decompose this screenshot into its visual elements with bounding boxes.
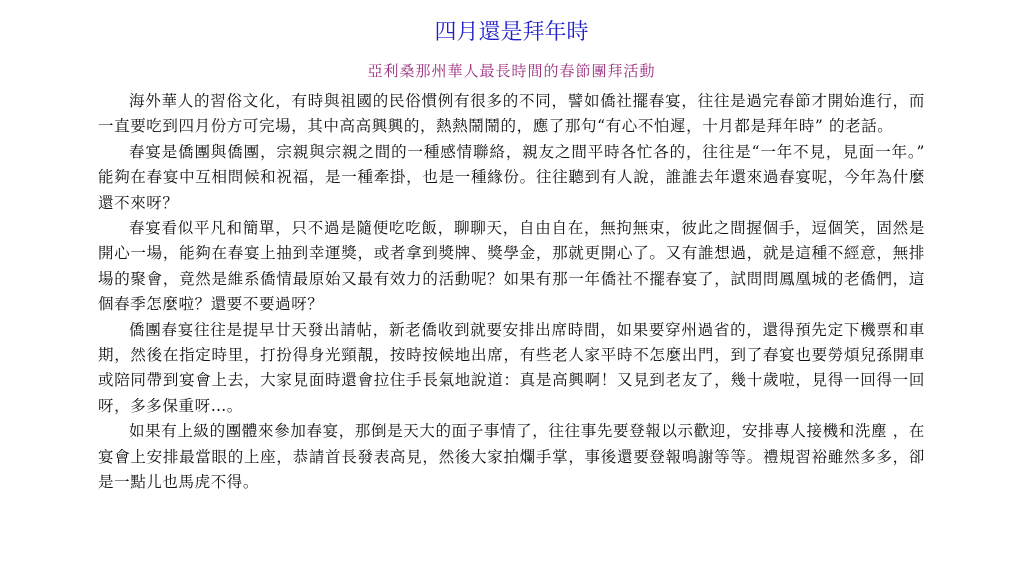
paragraph-1: 海外華人的習俗文化，有時與祖國的民俗慣例有很多的不同，譬如僑社擺春宴，往往是過完春節才開始進行，而一直要吃到四月份方可完場，其中高高興興的，熱熱鬧鬧的，應了那句“有心不怕遲，十月都是拜年時” 的老話。: [98, 92, 925, 136]
article-title: 四月還是拜年時: [434, 20, 589, 45]
paragraph-2: 春宴是僑團與僑團，宗親與宗親之間的一種感情聯絡，親友之間平時各忙各的，往往是“一年不見，見面一年。” 能夠在春宴中互相問候和祝福，是一種牽掛，也是一種緣份。往往聽到有人說，誰誰去年還來過春宴呢，今年為什麼還不來呀？: [98, 142, 925, 212]
article-body: [98, 89, 925, 496]
article-subtitle: 亞利桑那州華人最長時間的春節團拜活動: [367, 62, 656, 80]
paragraph-4: 僑團春宴往往是提早廿天發出請帖，新老僑收到就要安排出席時間，如果要穿州過省的，還得預先定下機票和車期，然後在指定時里，打扮得身光頸靚，按時按候地出席，有些老人家平時不怎麼出門，到了春宴也要勞煩兒孫開車或陪同帶到宴會上去，大家見面時還會拉住手長氣地說道：真是高興啊！又見到老友了，幾十歲啦，見得一回得一回呀，多多保重呀…。: [98, 320, 925, 415]
paragraph-3: 春宴看似平凡和簡單，只不過是隨便吃吃飯，聊聊天，自由自在，無拘無束，彼此之間握個手，逗個笑，固然是開心一場，能夠在春宴上抽到幸運獎，或者拿到獎牌、獎學金，那就更開心了。又有誰想過，就是這種不經意，無排場的聚會，竟然是維系僑情最原始又最有效力的活動呢？如果有那一年僑社不擺春宴了，試問問鳳凰城的老僑們，這個春季怎麼啦？還要不要過呀？: [98, 219, 925, 314]
paragraph-5: 如果有上級的團體來參加春宴，那倒是天大的面子事情了，往往事先要登報以示歡迎，安排專人接機和洗塵 ，在宴會上安排最當眼的上座，恭請首長發表高見，然後大家拍爛手掌，事後還要登報鳴謝等等。禮規習裕雖然多多，卻是一點儿也馬虎不得。: [98, 422, 925, 492]
